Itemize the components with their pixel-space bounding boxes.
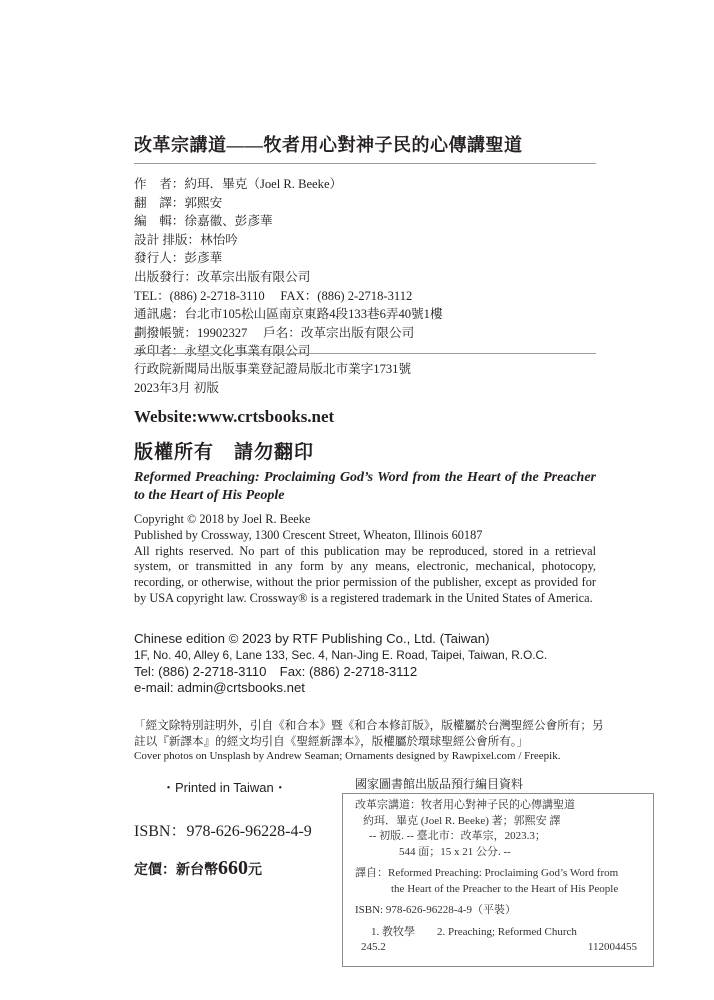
- cip-isbn: ISBN: 978-626-96228-4-9（平裝）: [355, 904, 517, 916]
- isbn: ISBN：978-626-96228-4-9: [134, 823, 312, 840]
- price-label: 定價：新台幣: [134, 863, 218, 878]
- cip-subject-2: 2. Preaching; Reformed Church: [437, 925, 577, 938]
- credit-translator: 翻 譯：郭熙安: [134, 195, 223, 210]
- book-title: 改革宗講道——牧者用心對神子民的心傳講聖道: [134, 135, 523, 155]
- chinese-edition-email[interactable]: e-mail: admin@crtsbooks.net: [134, 680, 305, 695]
- copyright-line: Copyright © 2018 by Joel R. Beeke: [134, 512, 311, 526]
- english-title: Reformed Preaching: Proclaiming God’s Word from the Heart of the Preacher to the Heart of His People: [134, 470, 596, 503]
- credit-printer: 承印者：永望文化事業有限公司: [134, 344, 311, 359]
- cip-pages: 544 面；15 x 21 公分. --: [399, 845, 511, 858]
- cip-title: 改革宗講道：牧者用心對神子民的心傳講聖道: [355, 799, 575, 811]
- cip-original-title-cont: the Heart of the Preacher to the Heart of His People: [391, 882, 619, 895]
- registration-license: 行政院新聞局出版事業登記證局版北市業字1731號: [134, 362, 412, 376]
- credit-issuer: 發行人：彭彥華: [134, 251, 223, 266]
- printed-in-taiwan: ・Printed in Taiwan・: [162, 780, 287, 795]
- credits-block: [134, 175, 443, 361]
- cip-heading: 國家圖書館出版品預行編目資料: [355, 777, 524, 791]
- cip-box: [342, 793, 654, 967]
- credit-address: 通訊處：台北市105松山區南京東路4段133巷6弄40號1樓: [134, 307, 443, 322]
- credits-divider: [134, 353, 596, 354]
- credit-postal-account: 劃撥帳號：19902327 戶名：改革宗出版有限公司: [134, 325, 415, 340]
- rights-notice: 版權所有 請勿翻印: [134, 442, 315, 463]
- chinese-edition-copyright: Chinese edition © 2023 by RTF Publishing Co., Ltd. (Taiwan): [134, 631, 490, 646]
- credit-editor: 編 輯：徐嘉徽、彭彥華: [134, 214, 273, 229]
- edition-date: 2023年3月 初版: [134, 380, 220, 395]
- cip-call-number: 245.2: [361, 941, 386, 953]
- credit-publisher: 出版發行：改革宗出版有限公司: [134, 269, 311, 284]
- cip-subject-1: 1. 教牧學: [371, 925, 415, 938]
- publisher-line: Published by Crossway, 1300 Crescent Street, Wheaton, Illinois 60187: [134, 527, 483, 542]
- chinese-edition-block: [134, 631, 604, 696]
- rights-paragraph: All rights reserved. No part of this publication may be reproduced, stored in a retrieval system, or transmitted in any form by any means, electronic, mechanical, photocopy, recording, or otherwise, without the prior permission of the publisher, except as provided for by USA copyright law. Crossway® is a registered trademark in the United States of America.: [134, 543, 596, 605]
- credit-author: 作 者：約珥．畢克（Joel R. Beeke）: [134, 177, 343, 191]
- cover-credit: Cover photos on Unsplash by Andrew Seaman; Ornaments designed by Rawpixel.com / Freepik.: [134, 750, 561, 762]
- price-unit: 元: [248, 863, 262, 878]
- cip-control-number: 112004455: [587, 941, 637, 953]
- cip-original-title: 譯自：Reformed Preaching: Proclaiming God’s Word from: [355, 867, 619, 879]
- copyright-block: [134, 512, 596, 607]
- price-amount: 660: [218, 857, 248, 879]
- cip-edition: -- 初版. -- 臺北市：改革宗，2023.3；: [369, 830, 546, 842]
- scripture-note: 「經文除特別註明外，引自《和合本》暨《和合本修訂版》，版權屬於台灣聖經公會所有；另註以『新譯本』的經文均引自《聖經新譯本》，版權屬於環球聖經公會所有。」: [134, 719, 604, 748]
- registration-block: [134, 360, 411, 397]
- cip-subjects: [355, 925, 643, 941]
- website-link[interactable]: Website:www.crtsbooks.net: [134, 407, 335, 426]
- credit-phone-fax: TEL：(886) 2-2718-3110 FAX：(886) 2-2718-3112: [134, 288, 413, 303]
- cip-content: [355, 798, 643, 956]
- price: [134, 857, 262, 880]
- title-divider: [134, 163, 596, 164]
- cip-author: 約珥．畢克 (Joel R. Beeke) 著；郭熙安 譯: [363, 814, 561, 827]
- chinese-edition-address: 1F, No. 40, Alley 6, Lane 133, Sec. 4, Nan-Jing E. Road, Taipei, Taiwan, R.O.C.: [134, 648, 548, 662]
- chinese-edition-phone: Tel: (886) 2-2718-3110 Fax: (886) 2-2718-3112: [134, 664, 418, 679]
- cip-numbers: [355, 940, 643, 956]
- credit-design: 設計 排版：林怡吟: [134, 232, 238, 247]
